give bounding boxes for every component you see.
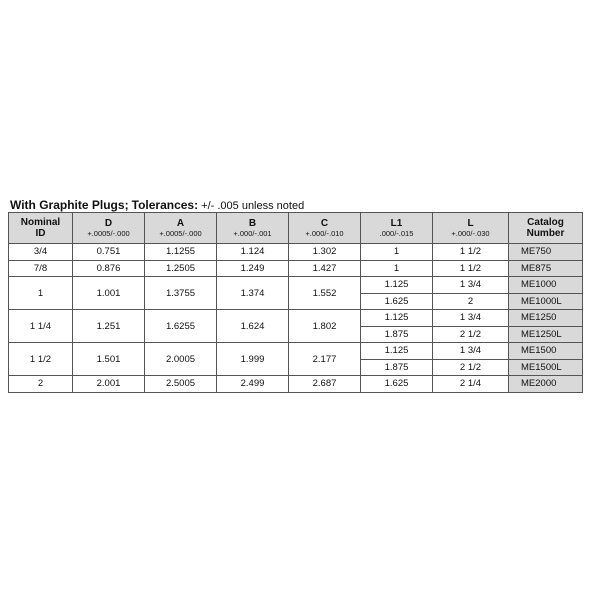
header-tolerance: +.000/-.030 [451, 228, 490, 238]
cell-a: 1.2505 [145, 260, 217, 277]
cell-l1: 1.875 [361, 326, 433, 343]
cell-a: 2.0005 [145, 343, 217, 376]
header-tolerance: +.0005/-.000 [87, 228, 130, 238]
cell-b: 1.249 [217, 260, 289, 277]
cell-d: 2.001 [73, 376, 145, 393]
cell-b: 2.499 [217, 376, 289, 393]
header-label: D [104, 217, 113, 229]
cell-l: 2 1/2 [433, 326, 509, 343]
table-row [9, 376, 583, 393]
cell-d: 1.251 [73, 310, 145, 343]
cell-a: 1.3755 [145, 277, 217, 310]
header-b [217, 213, 289, 244]
cell-l1: 1.625 [361, 293, 433, 310]
cell-l: 2 1/4 [433, 376, 509, 393]
cell-d: 0.876 [73, 260, 145, 277]
header-c [289, 213, 361, 244]
cell-l: 1 1/2 [433, 260, 509, 277]
cell-l1: 1 [361, 260, 433, 277]
cell-b: 1.624 [217, 310, 289, 343]
header-label: Nominal [20, 217, 61, 228]
cell-nominal: 1 1/2 [9, 343, 73, 376]
cell-catalog: ME1500 [509, 343, 583, 360]
tolerances-label: Tolerances: [131, 198, 199, 212]
cell-c: 1.552 [289, 277, 361, 310]
header-tolerance: +.000/-.001 [233, 228, 272, 238]
cell-a: 1.6255 [145, 310, 217, 343]
cell-l1: 1 [361, 244, 433, 261]
tolerances-text: +/- .005 unless noted [201, 200, 305, 212]
cell-nominal: 1 1/4 [9, 310, 73, 343]
table-caption [10, 199, 304, 213]
header-tolerance: .000/-.015 [379, 228, 414, 238]
cell-l1: 1.875 [361, 359, 433, 376]
cell-l: 1 3/4 [433, 343, 509, 360]
cell-l: 1 3/4 [433, 277, 509, 294]
header-l [433, 213, 509, 244]
table-row [9, 260, 583, 277]
cell-c: 2.177 [289, 343, 361, 376]
header-label: A [176, 217, 185, 229]
cell-catalog: ME2000 [509, 376, 583, 393]
cell-b: 1.124 [217, 244, 289, 261]
cell-catalog: ME1250 [509, 310, 583, 327]
header-label: C [320, 217, 329, 229]
cell-catalog: ME1000 [509, 277, 583, 294]
header-label: B [248, 217, 257, 229]
cell-l1: 1.125 [361, 310, 433, 327]
cell-catalog: ME1250L [509, 326, 583, 343]
header-row [9, 213, 583, 244]
cell-b: 1.999 [217, 343, 289, 376]
header-catalog [509, 213, 583, 244]
cell-catalog: ME875 [509, 260, 583, 277]
dimensions-table [8, 212, 583, 393]
table-row [9, 244, 583, 261]
header-label: Number [526, 228, 565, 239]
header-label: ID [35, 228, 46, 239]
cell-l: 2 [433, 293, 509, 310]
cell-l: 2 1/2 [433, 359, 509, 376]
table-body [9, 244, 583, 393]
cell-catalog: ME750 [509, 244, 583, 261]
cell-nominal: 7/8 [9, 260, 73, 277]
header-label: Catalog [527, 217, 564, 228]
cell-c: 2.687 [289, 376, 361, 393]
cell-catalog: ME1500L [509, 359, 583, 376]
cell-c: 1.427 [289, 260, 361, 277]
cell-l1: 1.125 [361, 277, 433, 294]
cell-l1: 1.625 [361, 376, 433, 393]
cell-d: 1.001 [73, 277, 145, 310]
cell-c: 1.802 [289, 310, 361, 343]
cell-catalog: ME1000L [509, 293, 583, 310]
header-tolerance: +.000/-.010 [305, 228, 344, 238]
table-row [9, 277, 583, 294]
header-label: L [467, 217, 474, 229]
header-nominal [9, 213, 73, 244]
header-label: L1 [390, 217, 403, 229]
cell-l: 1 3/4 [433, 310, 509, 327]
header-tolerance: +.0005/-.000 [159, 228, 202, 238]
cell-nominal: 3/4 [9, 244, 73, 261]
cell-a: 1.1255 [145, 244, 217, 261]
cell-d: 1.501 [73, 343, 145, 376]
table-row [9, 310, 583, 327]
caption-title: With Graphite Plugs; [10, 198, 129, 212]
cell-nominal: 1 [9, 277, 73, 310]
cell-a: 2.5005 [145, 376, 217, 393]
cell-b: 1.374 [217, 277, 289, 310]
header-l1 [361, 213, 433, 244]
cell-l: 1 1/2 [433, 244, 509, 261]
cell-nominal: 2 [9, 376, 73, 393]
header-d [73, 213, 145, 244]
cell-c: 1.302 [289, 244, 361, 261]
table-row [9, 343, 583, 360]
cell-d: 0.751 [73, 244, 145, 261]
header-a [145, 213, 217, 244]
cell-l1: 1.125 [361, 343, 433, 360]
